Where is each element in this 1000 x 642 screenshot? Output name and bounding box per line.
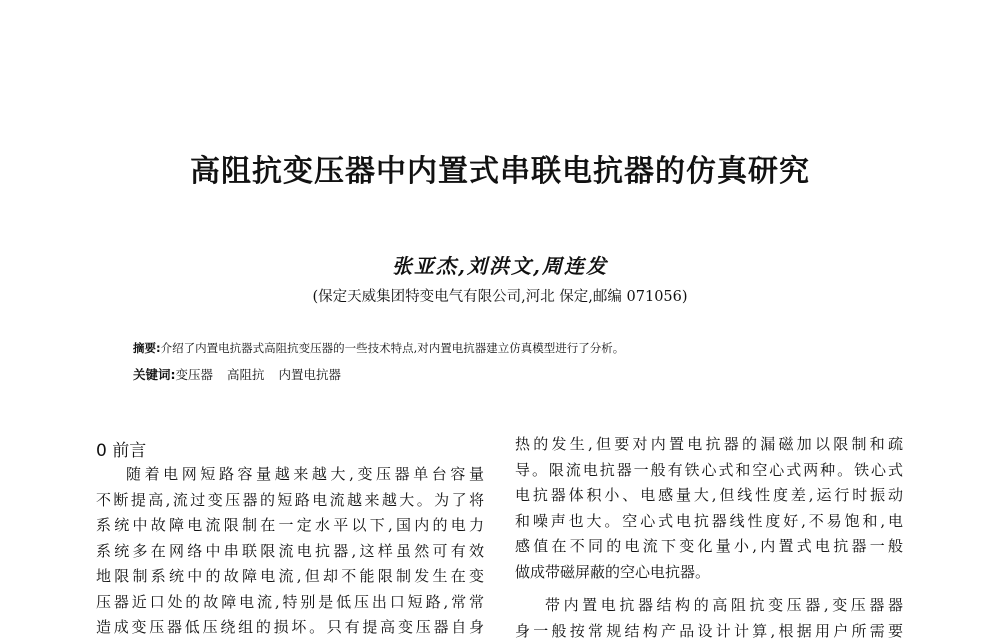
body-text-line: 电抗器体积小、电感量大,但线性度差,运行时振动 <box>515 486 903 504</box>
body-text-line: 导。限流电抗器一般有铁心式和空心式两种。铁心式 <box>515 460 903 479</box>
body-text-line: 不断提高,流过变压器的短路电流越来越大。为了将 <box>96 490 484 509</box>
affiliation: (保定天威集团特变电气有限公司,河北 保定,邮编 071056) <box>312 289 688 305</box>
body-text-line: 感值在不同的电流下变化量小,内置式电抗器一般 <box>515 537 903 555</box>
abstract-text: 介绍了内置电抗器式高阻抗变压器的一些技术特点,对内置电抗器建立仿真模型进行了分析。 <box>160 341 625 355</box>
body-text-line: 和噪声也大。空心式电抗器线性度好,不易饱和,电 <box>515 511 903 530</box>
section-heading-introduction: 0 前言 <box>96 441 147 461</box>
body-text-line: 压器近口处的故障电流,特别是低压出口短路,常常 <box>96 592 484 611</box>
body-text-line: 带内置电抗器结构的高阻抗变压器,变压器器 <box>545 596 903 614</box>
body-text-line: 身一般按常规结构产品设计计算,根据用户所需要 <box>515 621 903 640</box>
body-text-line: 随着电网短路容量越来越大,变压器单台容量 <box>126 465 484 483</box>
keywords-label: 关键词: <box>133 367 176 382</box>
body-text-line: 系统多在网络中串联限流电抗器,这样虽然可有效 <box>96 541 484 560</box>
body-text-line: 做成带磁屏蔽的空心电抗器。 <box>515 562 711 581</box>
body-text-line: 热的发生,但要对内置电抗器的漏磁加以限制和疏 <box>515 435 903 453</box>
body-text-line: 造成变压器低压绕组的损坏。只有提高变压器自身 <box>96 618 484 636</box>
keyword-item: 高阻抗 <box>227 367 265 382</box>
paper-title: 高阻抗变压器中内置式串联电抗器的仿真研究 <box>190 154 810 189</box>
left-column <box>96 462 484 641</box>
abstract-label: 摘要: <box>133 341 161 355</box>
body-text-line: 系统中故障电流限制在一定水平以下,国内的电力 <box>96 516 484 534</box>
keyword-item: 变压器 <box>175 367 214 382</box>
keyword-item: 内置电抗器 <box>278 367 342 382</box>
author-list: 张亚杰,刘洪文,周连发 <box>392 254 608 278</box>
right-column <box>515 432 903 642</box>
keywords <box>133 365 953 383</box>
body-text-line: 地限制系统中的故障电流,但却不能限制发生在变 <box>96 567 484 585</box>
abstract <box>133 340 953 356</box>
